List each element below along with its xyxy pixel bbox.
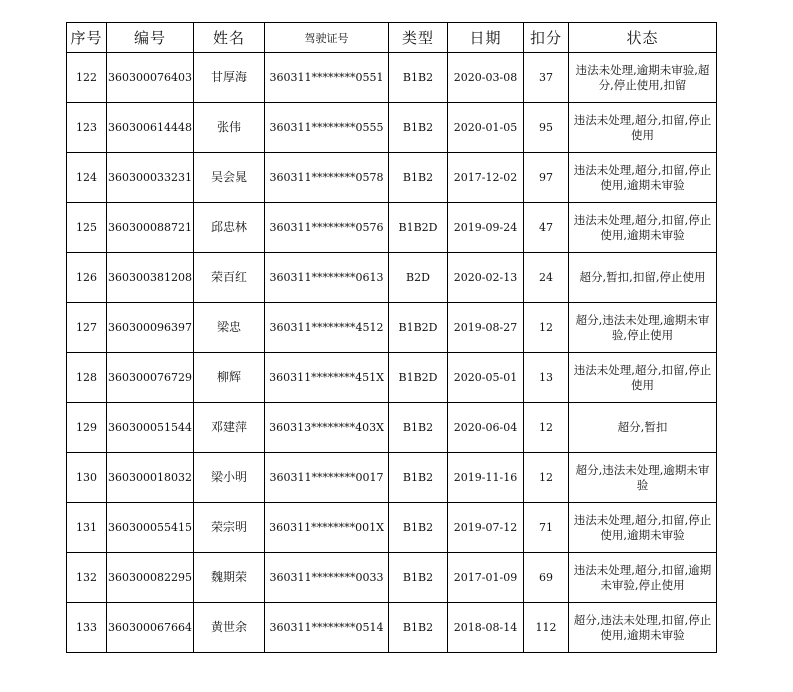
cell-code: 360300088721	[107, 203, 194, 253]
cell-status: 违法未处理,超分,扣留,停止使用,逾期未审验	[569, 503, 717, 553]
cell-code: 360300055415	[107, 503, 194, 553]
header-points: 扣分	[524, 23, 569, 53]
cell-type: B1B2	[389, 553, 448, 603]
cell-type: B1B2	[389, 453, 448, 503]
cell-points: 37	[524, 53, 569, 103]
cell-name: 梁小明	[194, 453, 265, 503]
header-seq: 序号	[67, 23, 107, 53]
cell-points: 95	[524, 103, 569, 153]
table-row	[67, 553, 717, 603]
cell-date: 2018-08-14	[448, 603, 524, 653]
table-row	[67, 403, 717, 453]
table-row	[67, 103, 717, 153]
cell-license: 360311********0033	[265, 553, 389, 603]
cell-points: 13	[524, 353, 569, 403]
cell-date: 2020-02-13	[448, 253, 524, 303]
cell-license: 360311********0578	[265, 153, 389, 203]
table-row	[67, 53, 717, 103]
header-license: 驾驶证号	[265, 23, 389, 53]
cell-status: 超分,违法未处理,逾期未审验,停止使用	[569, 303, 717, 353]
cell-date: 2019-07-12	[448, 503, 524, 553]
cell-date: 2020-03-08	[448, 53, 524, 103]
cell-date: 2019-09-24	[448, 203, 524, 253]
cell-license: 360311********001X	[265, 503, 389, 553]
cell-status: 超分,违法未处理,扣留,停止使用,逾期未审验	[569, 603, 717, 653]
cell-seq: 132	[67, 553, 107, 603]
cell-status: 超分,违法未处理,逾期未审验	[569, 453, 717, 503]
cell-code: 360300018032	[107, 453, 194, 503]
cell-code: 360300033231	[107, 153, 194, 203]
cell-license: 360311********0613	[265, 253, 389, 303]
cell-status: 违法未处理,超分,扣留,停止使用	[569, 103, 717, 153]
table-header	[67, 23, 717, 53]
cell-seq: 122	[67, 53, 107, 103]
cell-code: 360300076729	[107, 353, 194, 403]
table-row	[67, 353, 717, 403]
cell-points: 12	[524, 403, 569, 453]
cell-name: 邓建萍	[194, 403, 265, 453]
cell-code: 360300082295	[107, 553, 194, 603]
cell-type: B1B2	[389, 603, 448, 653]
cell-points: 97	[524, 153, 569, 203]
cell-name: 柳辉	[194, 353, 265, 403]
table-row	[67, 153, 717, 203]
table-body	[67, 53, 717, 653]
cell-seq: 127	[67, 303, 107, 353]
cell-name: 甘厚海	[194, 53, 265, 103]
cell-type: B1B2D	[389, 353, 448, 403]
cell-points: 69	[524, 553, 569, 603]
cell-license: 360311********451X	[265, 353, 389, 403]
header-status: 状态	[569, 23, 717, 53]
cell-seq: 123	[67, 103, 107, 153]
table-row	[67, 503, 717, 553]
cell-points: 71	[524, 503, 569, 553]
cell-type: B1B2	[389, 103, 448, 153]
cell-name: 魏期荣	[194, 553, 265, 603]
cell-seq: 130	[67, 453, 107, 503]
cell-code: 360300381208	[107, 253, 194, 303]
cell-points: 24	[524, 253, 569, 303]
cell-seq: 125	[67, 203, 107, 253]
cell-license: 360311********0576	[265, 203, 389, 253]
cell-name: 张伟	[194, 103, 265, 153]
cell-seq: 124	[67, 153, 107, 203]
cell-points: 12	[524, 453, 569, 503]
table-row	[67, 203, 717, 253]
table-row	[67, 453, 717, 503]
cell-seq: 126	[67, 253, 107, 303]
cell-name: 吴会晁	[194, 153, 265, 203]
cell-status: 违法未处理,逾期未审验,超分,停止使用,扣留	[569, 53, 717, 103]
header-code: 编号	[107, 23, 194, 53]
table-row	[67, 253, 717, 303]
cell-type: B1B2	[389, 403, 448, 453]
cell-status: 违法未处理,超分,扣留,逾期未审验,停止使用	[569, 553, 717, 603]
cell-seq: 131	[67, 503, 107, 553]
cell-seq: 133	[67, 603, 107, 653]
cell-points: 47	[524, 203, 569, 253]
cell-seq: 129	[67, 403, 107, 453]
cell-type: B1B2	[389, 503, 448, 553]
cell-status: 违法未处理,超分,扣留,停止使用	[569, 353, 717, 403]
cell-type: B1B2	[389, 53, 448, 103]
cell-code: 360300051544	[107, 403, 194, 453]
cell-type: B1B2D	[389, 203, 448, 253]
cell-seq: 128	[67, 353, 107, 403]
cell-date: 2019-08-27	[448, 303, 524, 353]
table-row	[67, 603, 717, 653]
driver-records-table	[66, 22, 717, 653]
cell-points: 112	[524, 603, 569, 653]
cell-date: 2017-12-02	[448, 153, 524, 203]
cell-license: 360311********0551	[265, 53, 389, 103]
header-type: 类型	[389, 23, 448, 53]
cell-license: 360311********0555	[265, 103, 389, 153]
cell-code: 360300096397	[107, 303, 194, 353]
cell-points: 12	[524, 303, 569, 353]
header-date: 日期	[448, 23, 524, 53]
cell-type: B1B2	[389, 153, 448, 203]
cell-name: 荣宗明	[194, 503, 265, 553]
cell-status: 超分,暂扣	[569, 403, 717, 453]
cell-status: 违法未处理,超分,扣留,停止使用,逾期未审验	[569, 203, 717, 253]
cell-type: B1B2D	[389, 303, 448, 353]
cell-date: 2017-01-09	[448, 553, 524, 603]
cell-license: 360311********0514	[265, 603, 389, 653]
cell-date: 2020-06-04	[448, 403, 524, 453]
cell-name: 黄世余	[194, 603, 265, 653]
cell-code: 360300076403	[107, 53, 194, 103]
cell-date: 2020-01-05	[448, 103, 524, 153]
cell-date: 2019-11-16	[448, 453, 524, 503]
cell-status: 超分,暂扣,扣留,停止使用	[569, 253, 717, 303]
cell-code: 360300067664	[107, 603, 194, 653]
cell-license: 360311********4512	[265, 303, 389, 353]
cell-date: 2020-05-01	[448, 353, 524, 403]
cell-status: 违法未处理,超分,扣留,停止使用,逾期未审验	[569, 153, 717, 203]
cell-code: 360300614448	[107, 103, 194, 153]
cell-name: 荣百红	[194, 253, 265, 303]
cell-name: 梁忠	[194, 303, 265, 353]
cell-type: B2D	[389, 253, 448, 303]
cell-name: 邱忠林	[194, 203, 265, 253]
cell-license: 360313********403X	[265, 403, 389, 453]
header-name: 姓名	[194, 23, 265, 53]
table-row	[67, 303, 717, 353]
cell-license: 360311********0017	[265, 453, 389, 503]
header-row	[67, 23, 717, 53]
